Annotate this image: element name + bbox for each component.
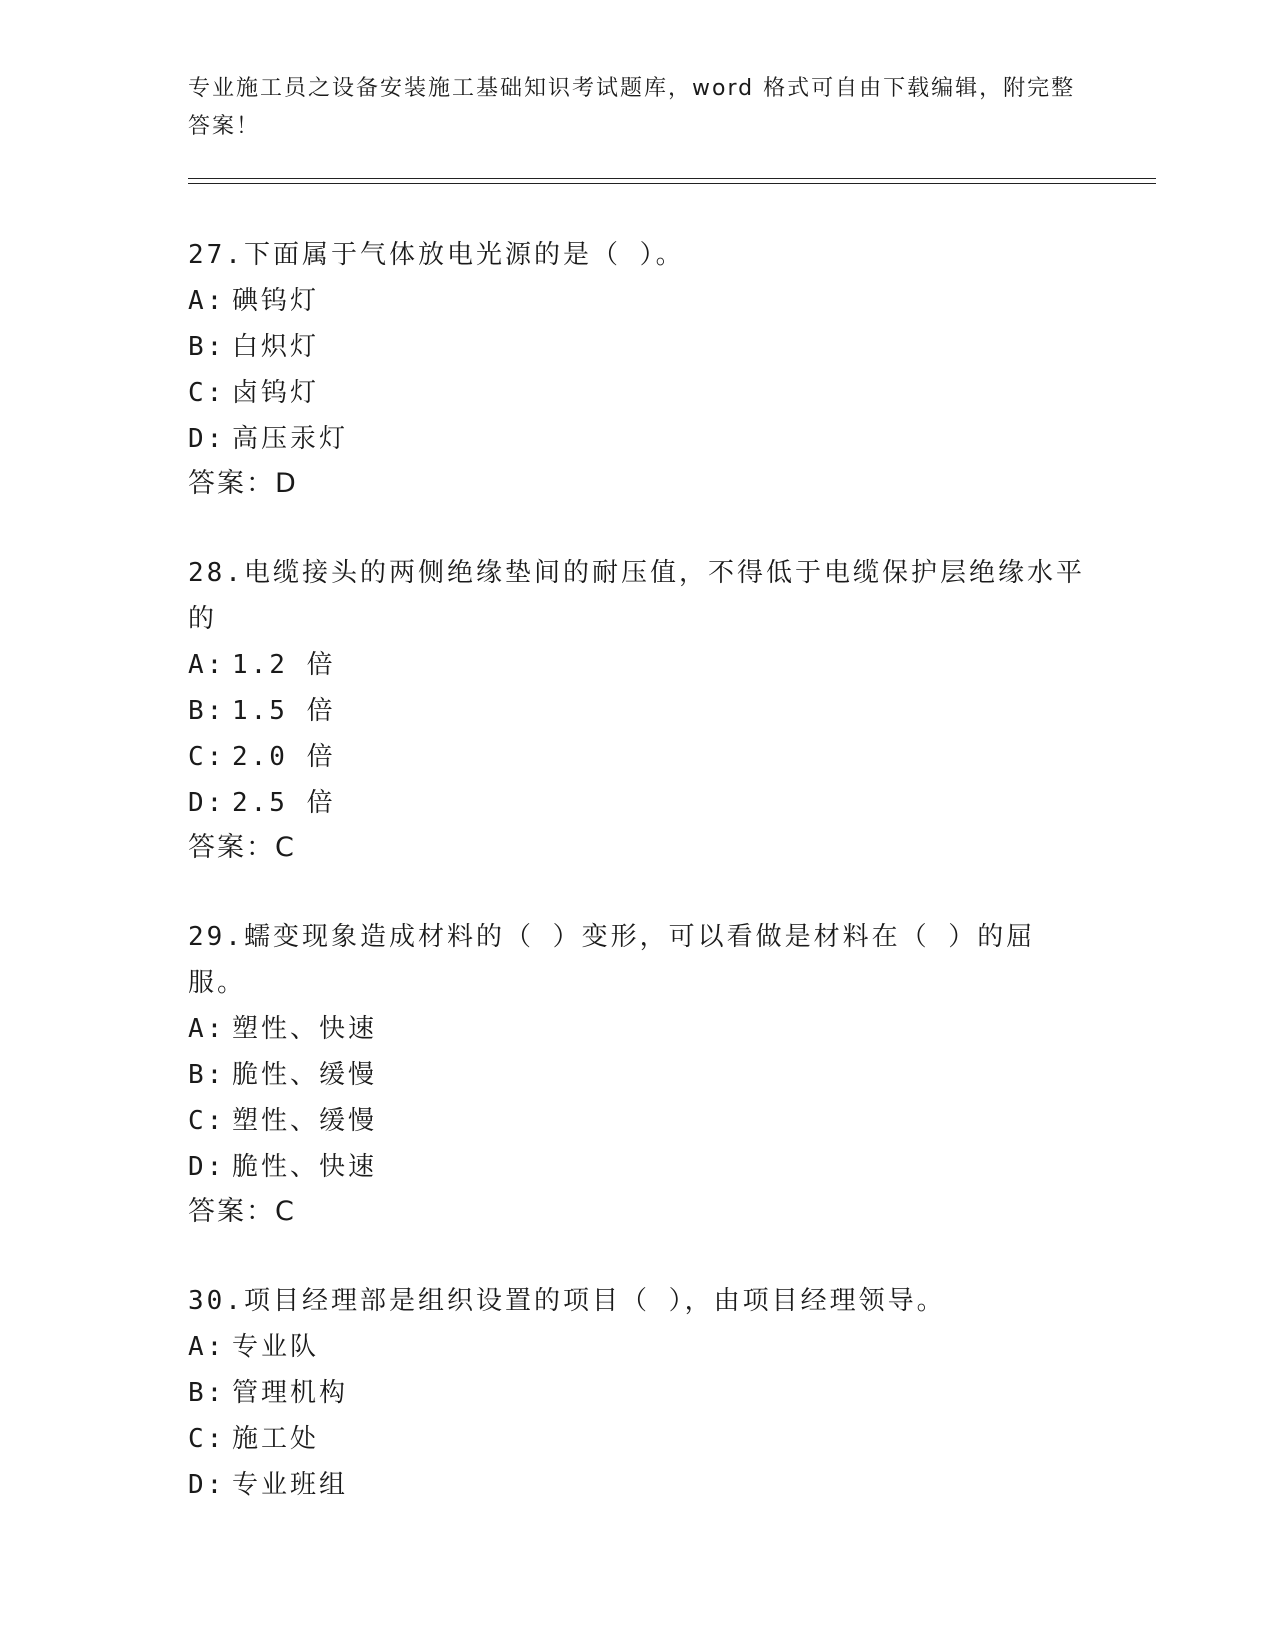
question-stem: 28.电缆接头的两侧绝缘垫间的耐压值，不得低于电缆保护层绝缘水平的 (188, 558, 1085, 634)
option-label: B: (188, 332, 226, 362)
option-a (188, 642, 1088, 688)
option-label: B: (188, 1378, 226, 1408)
option-text: 1.5 倍 (232, 696, 336, 726)
option-label: D: (188, 1152, 226, 1182)
option-d (188, 1462, 1088, 1508)
option-d (188, 416, 1088, 462)
option-label: B: (188, 696, 226, 726)
option-label: A: (188, 650, 226, 680)
answer-text: 答案：D (188, 468, 298, 499)
question-list (188, 232, 1088, 1552)
option-a (188, 1006, 1088, 1052)
option-text: 管理机构 (232, 1378, 349, 1408)
option-c (188, 370, 1088, 416)
question-30 (188, 1278, 1088, 1508)
option-label: C: (188, 378, 226, 408)
option-b (188, 1370, 1088, 1416)
option-text: 1.2 倍 (232, 650, 336, 680)
option-label: C: (188, 1106, 226, 1136)
option-text: 专业队 (232, 1332, 320, 1362)
question-stem: 30.项目经理部是组织设置的项目（ ），由项目经理领导。 (188, 1286, 946, 1316)
answer-text: 答案：C (188, 1196, 296, 1227)
option-c (188, 1416, 1088, 1462)
option-label: A: (188, 1014, 226, 1044)
option-label: C: (188, 742, 226, 772)
option-label: D: (188, 424, 226, 454)
question-stem: 27.下面属于气体放电光源的是（ ）。 (188, 240, 685, 270)
option-a (188, 278, 1088, 324)
question-29 (188, 914, 1088, 1234)
option-text: 脆性、缓慢 (232, 1060, 378, 1090)
option-text: 脆性、快速 (232, 1152, 378, 1182)
document-header (188, 70, 1088, 146)
option-text: 卤钨灯 (232, 378, 320, 408)
option-d (188, 780, 1088, 826)
answer-text: 答案：C (188, 832, 296, 863)
option-text: 高压汞灯 (232, 424, 349, 454)
option-label: C: (188, 1424, 226, 1454)
option-b (188, 1052, 1088, 1098)
option-b (188, 324, 1088, 370)
option-label: B: (188, 1060, 226, 1090)
option-text: 2.0 倍 (232, 742, 336, 772)
option-a (188, 1324, 1088, 1370)
question-27 (188, 232, 1088, 506)
option-label: A: (188, 1332, 226, 1362)
option-text: 2.5 倍 (232, 788, 336, 818)
option-text: 塑性、缓慢 (232, 1106, 378, 1136)
option-d (188, 1144, 1088, 1190)
option-text: 碘钨灯 (232, 286, 320, 316)
option-b (188, 688, 1088, 734)
option-label: D: (188, 1470, 226, 1500)
option-c (188, 734, 1088, 780)
question-stem: 29.蠕变现象造成材料的（ ）变形，可以看做是材料在（ ）的屈服。 (188, 922, 1036, 998)
option-text: 施工处 (232, 1424, 320, 1454)
header-double-rule (188, 178, 1156, 184)
option-c (188, 1098, 1088, 1144)
option-text: 塑性、快速 (232, 1014, 378, 1044)
question-28 (188, 550, 1088, 870)
header-intro-text: 专业施工员之设备安装施工基础知识考试题库，word 格式可自由下载编辑，附完整答案！ (188, 76, 1076, 139)
option-label: A: (188, 286, 226, 316)
option-text: 专业班组 (232, 1470, 349, 1500)
option-label: D: (188, 788, 226, 818)
option-text: 白炽灯 (232, 332, 320, 362)
